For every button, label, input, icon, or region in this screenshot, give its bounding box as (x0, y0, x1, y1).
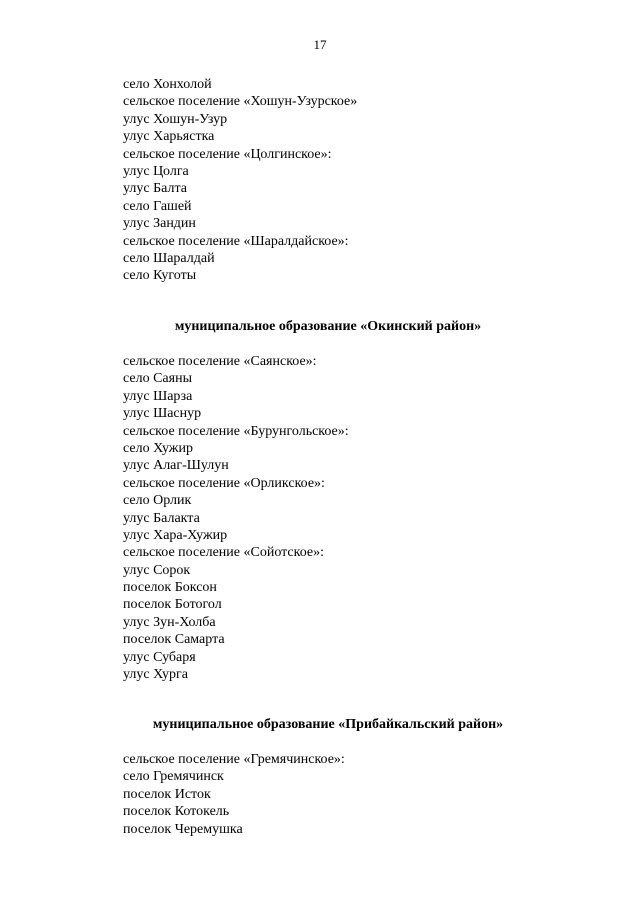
list-item: улус Шаснур (123, 406, 202, 422)
list-item: улус Алаг-Шулун (123, 458, 229, 474)
list-item: поселок Черемушка (123, 821, 243, 837)
list-item: поселок Самарта (123, 632, 225, 648)
list-item: сельское поселение «Цолгинское»: (123, 146, 332, 162)
list-item: село Куготы (123, 268, 197, 284)
list-item: село Хужир (123, 440, 193, 456)
list-item: село Гремячинск (123, 769, 224, 785)
list-item: село Гашей (123, 198, 192, 214)
list-item: поселок Боксон (123, 580, 217, 596)
section-heading-okinsky: муниципальное образование «Окинский район» (174, 319, 482, 334)
settlement-list-2 (123, 353, 349, 683)
list-item: поселок Исток (123, 786, 211, 802)
list-item: улус Субаря (123, 649, 196, 665)
list-item: улус Хошун-Узур (123, 111, 228, 127)
list-item: село Саяны (123, 371, 192, 387)
settlement-list-3 (123, 751, 345, 838)
list-item: сельское поселение «Хошун-Узурское» (123, 94, 358, 110)
list-item: улус Зун-Холба (123, 614, 216, 630)
list-item: сельское поселение «Гремячинское»: (123, 752, 345, 767)
list-item: улус Хурга (123, 667, 188, 683)
list-item: улус Шарза (123, 388, 193, 404)
list-item: село Шаралдай (123, 250, 215, 266)
list-item: село Орлик (123, 493, 192, 509)
list-item: улус Цолга (123, 163, 189, 179)
list-item: сельское поселение «Бурунгольское»: (123, 423, 349, 439)
page-number: 17 (313, 37, 327, 52)
list-item: улус Хара-Хужир (123, 527, 228, 543)
list-item: улус Балакта (123, 510, 200, 526)
list-item: поселок Ботогол (123, 597, 222, 613)
settlement-list-1 (123, 76, 357, 285)
list-item: поселок Котокель (123, 804, 230, 820)
list-item: улус Харьястка (123, 129, 215, 145)
list-item: сельское поселение «Орликское»: (123, 475, 325, 491)
section-heading-pribaikalsky: муниципальное образование «Прибайкальский район» (152, 717, 504, 732)
list-item: улус Зандин (123, 216, 196, 232)
list-item: улус Сорок (123, 562, 191, 578)
list-item: село Хонхолой (123, 77, 212, 92)
list-item: улус Балта (123, 181, 187, 197)
list-item: сельское поселение «Шаралдайское»: (123, 233, 349, 249)
list-item: сельское поселение «Саянское»: (123, 354, 317, 369)
list-item: сельское поселение «Сойотское»: (123, 545, 325, 561)
